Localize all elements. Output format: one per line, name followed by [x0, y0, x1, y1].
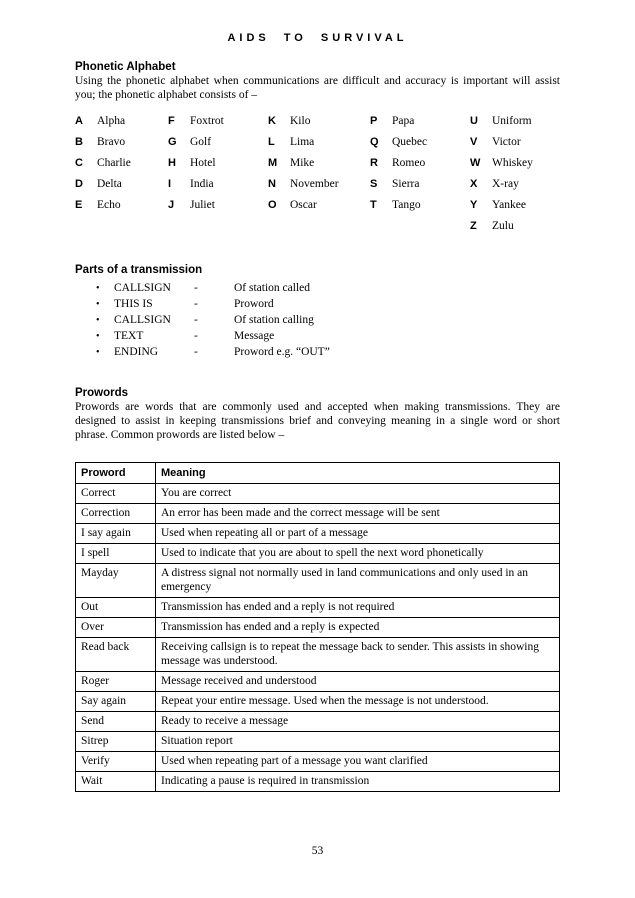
proword-cell: Correct: [76, 484, 156, 504]
transmission-term: ENDING: [114, 346, 159, 358]
phonetic-letter: B: [75, 136, 83, 148]
transmission-item: [75, 298, 560, 314]
phonetic-word: Whiskey: [492, 157, 533, 169]
transmission-separator: -: [194, 314, 198, 326]
phonetic-letter: K: [268, 115, 276, 127]
proword-cell: Sitrep: [76, 732, 156, 752]
transmission-term: THIS IS: [114, 298, 153, 310]
phonetic-word: India: [190, 178, 214, 190]
table-row: [76, 564, 560, 598]
meaning-cell: Transmission has ended and a reply is not required: [156, 598, 560, 618]
phonetic-entry: [470, 220, 560, 241]
phonetic-word: Golf: [190, 136, 212, 148]
phonetic-word: Bravo: [97, 136, 126, 148]
phonetic-letter: X: [470, 178, 478, 190]
transmission-description: Proword e.g. “OUT”: [234, 346, 330, 358]
transmission-description: Proword: [234, 298, 274, 310]
meaning-cell: Used to indicate that you are about to spell the next word phonetically: [156, 544, 560, 564]
phonetic-entry: [168, 136, 268, 157]
meaning-cell: A distress signal not normally used in land communications and only used in an emergency: [156, 564, 560, 598]
phonetic-word: Foxtrot: [190, 115, 224, 127]
transmission-item: [75, 314, 560, 330]
transmission-term: CALLSIGN: [114, 314, 171, 326]
phonetic-entry: [370, 115, 470, 136]
phonetic-entry: [268, 115, 370, 136]
phonetic-letter: E: [75, 199, 83, 211]
phonetic-word: Tango: [392, 199, 421, 211]
phonetic-letter: O: [268, 199, 277, 211]
phonetic-letter: S: [370, 178, 378, 190]
phonetic-word: Papa: [392, 115, 415, 127]
phonetic-letter: M: [268, 157, 278, 169]
phonetic-word: X-ray: [492, 178, 519, 190]
phonetic-entry: [168, 199, 268, 220]
proword-cell: I spell: [76, 544, 156, 564]
bullet-icon: •: [96, 299, 100, 310]
page-number: 53: [311, 845, 324, 857]
meaning-cell: You are correct: [156, 484, 560, 504]
table-row: [76, 598, 560, 618]
phonetic-entry: [168, 115, 268, 136]
phonetic-alphabet-grid: [75, 115, 560, 241]
phonetic-word: Zulu: [492, 220, 514, 232]
phonetic-entry: [268, 157, 370, 178]
bullet-icon: •: [96, 331, 100, 342]
table-row: [76, 524, 560, 544]
phonetic-letter: H: [168, 157, 176, 169]
phonetic-letter: P: [370, 115, 378, 127]
column-header-meaning: Meaning: [156, 463, 560, 484]
proword-cell: Out: [76, 598, 156, 618]
phonetic-word: Mike: [290, 157, 315, 169]
phonetic-word: Hotel: [190, 157, 216, 169]
proword-cell: Mayday: [76, 564, 156, 598]
phonetic-entry: [168, 178, 268, 199]
transmission-separator: -: [194, 298, 198, 310]
prowords-intro-paragraph: Prowords are words that are commonly used and accepted when making transmissions. They are designed to assist in keeping transmissions brief and conveying meaning in a single word or short phrase. Common prowords are listed below –: [75, 401, 560, 441]
proword-cell: Verify: [76, 752, 156, 772]
meaning-cell: An error has been made and the correct message will be sent: [156, 504, 560, 524]
meaning-cell: Used when repeating all or part of a message: [156, 524, 560, 544]
phonetic-entry: [75, 157, 168, 178]
transmission-item: [75, 330, 560, 346]
transmission-separator: -: [194, 346, 198, 358]
bullet-icon: •: [96, 315, 100, 326]
table-row: [76, 638, 560, 672]
meaning-cell: Used when repeating part of a message you want clarified: [156, 752, 560, 772]
phonetic-letter: L: [268, 136, 275, 148]
transmission-description: Message: [234, 330, 275, 342]
transmission-item: [75, 346, 560, 362]
phonetic-letter: A: [75, 115, 83, 127]
prowords-table: [75, 462, 560, 792]
table-row: [76, 732, 560, 752]
phonetic-word: Uniform: [492, 115, 532, 127]
table-row: [76, 618, 560, 638]
phonetic-entry: [470, 199, 560, 220]
phonetic-alphabet-heading: Phonetic Alphabet: [75, 61, 176, 73]
phonetic-entry: [370, 157, 470, 178]
phonetic-entry: [268, 199, 370, 220]
table-header-row: [76, 463, 560, 484]
transmission-separator: -: [194, 330, 198, 342]
phonetic-intro-paragraph: Using the phonetic alphabet when communications are difficult and accuracy is important will assist you; the phonetic alphabet consists of –: [75, 75, 560, 101]
transmission-term: TEXT: [114, 330, 144, 342]
prowords-heading: Prowords: [75, 387, 129, 399]
phonetic-entry: [370, 136, 470, 157]
proword-cell: Correction: [76, 504, 156, 524]
meaning-cell: Transmission has ended and a reply is expected: [156, 618, 560, 638]
phonetic-word: Quebec: [392, 136, 428, 148]
meaning-cell: Ready to receive a message: [156, 712, 560, 732]
phonetic-letter: N: [268, 178, 276, 190]
proword-cell: Read back: [76, 638, 156, 672]
phonetic-entry: [168, 157, 268, 178]
phonetic-letter: C: [75, 157, 83, 169]
table-row: [76, 752, 560, 772]
phonetic-letter: Z: [470, 220, 477, 232]
phonetic-word: Yankee: [492, 199, 526, 211]
meaning-cell: Indicating a pause is required in transmission: [156, 772, 560, 792]
proword-cell: Wait: [76, 772, 156, 792]
phonetic-letter: Q: [370, 136, 379, 148]
phonetic-column: [75, 115, 168, 241]
phonetic-letter: D: [75, 178, 83, 190]
proword-cell: Send: [76, 712, 156, 732]
phonetic-word: Sierra: [392, 178, 420, 190]
phonetic-entry: [75, 199, 168, 220]
bullet-icon: •: [96, 283, 100, 294]
phonetic-letter: I: [168, 178, 172, 190]
phonetic-letter: J: [168, 199, 175, 211]
phonetic-entry: [268, 178, 370, 199]
bullet-icon: •: [96, 347, 100, 358]
phonetic-word: Alpha: [97, 115, 126, 127]
table-row: [76, 504, 560, 524]
phonetic-letter: V: [470, 136, 478, 148]
phonetic-letter: F: [168, 115, 175, 127]
phonetic-letter: W: [470, 157, 481, 169]
table-row: [76, 772, 560, 792]
page-title: AIDS TO SURVIVAL: [227, 32, 408, 44]
phonetic-entry: [370, 199, 470, 220]
phonetic-entry: [75, 178, 168, 199]
transmission-description: Of station calling: [234, 314, 314, 326]
phonetic-entry: [470, 115, 560, 136]
meaning-cell: Message received and understood: [156, 672, 560, 692]
phonetic-word: Echo: [97, 199, 121, 211]
phonetic-letter: Y: [470, 199, 478, 211]
phonetic-letter: U: [470, 115, 478, 127]
meaning-cell: Receiving callsign is to repeat the message back to sender. This assists in showing message was understood.: [156, 638, 560, 672]
phonetic-letter: T: [370, 199, 377, 211]
meaning-cell: Repeat your entire message. Used when the message is not understood.: [156, 692, 560, 712]
proword-cell: Over: [76, 618, 156, 638]
phonetic-word: Oscar: [290, 199, 317, 211]
phonetic-column: [268, 115, 370, 241]
table-row: [76, 672, 560, 692]
phonetic-word: Romeo: [392, 157, 426, 169]
table-row: [76, 712, 560, 732]
column-header-proword: Proword: [76, 463, 156, 484]
proword-cell: Roger: [76, 672, 156, 692]
phonetic-column: [370, 115, 470, 241]
transmission-separator: -: [194, 282, 198, 294]
transmission-heading: Parts of a transmission: [75, 264, 203, 276]
phonetic-entry: [268, 136, 370, 157]
phonetic-entry: [370, 178, 470, 199]
transmission-term: CALLSIGN: [114, 282, 171, 294]
phonetic-word: November: [290, 178, 339, 190]
phonetic-word: Lima: [290, 136, 315, 148]
phonetic-word: Victor: [492, 136, 521, 148]
transmission-description: Of station called: [234, 282, 311, 294]
transmission-list: [75, 282, 560, 362]
table-row: [76, 484, 560, 504]
phonetic-column: [470, 115, 560, 241]
phonetic-entry: [75, 136, 168, 157]
phonetic-letter: G: [168, 136, 177, 148]
phonetic-word: Charlie: [97, 157, 131, 169]
phonetic-word: Delta: [97, 178, 122, 190]
phonetic-entry: [470, 157, 560, 178]
meaning-cell: Situation report: [156, 732, 560, 752]
phonetic-word: Juliet: [190, 199, 215, 211]
transmission-item: [75, 282, 560, 298]
phonetic-letter: R: [370, 157, 378, 169]
phonetic-entry: [470, 178, 560, 199]
proword-cell: Say again: [76, 692, 156, 712]
proword-cell: I say again: [76, 524, 156, 544]
phonetic-entry: [470, 136, 560, 157]
phonetic-column: [168, 115, 268, 241]
table-row: [76, 544, 560, 564]
table-row: [76, 692, 560, 712]
phonetic-entry: [75, 115, 168, 136]
phonetic-word: Kilo: [290, 115, 311, 127]
